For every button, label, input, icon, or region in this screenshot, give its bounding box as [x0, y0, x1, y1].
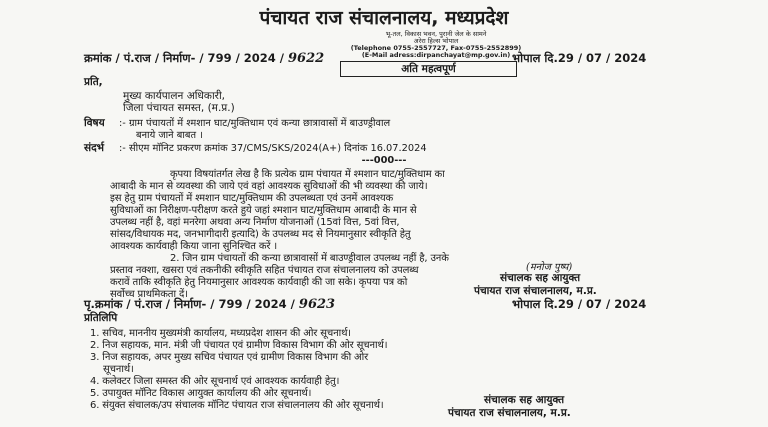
copy-item: 4. कलेक्टर जिला समस्त की ओर सूचनार्थ एवं आवश्यक कार्यवाही हेतु। — [90, 376, 340, 387]
to-label: प्रति, — [84, 76, 103, 88]
copy-item: सूचनार्थ। — [103, 364, 134, 375]
body-line: सुविधाओं का निरीक्षण-परीक्षण करते हुये जहां श्मशान घाट/मुक्तिधाम आबादी के मान से — [110, 205, 417, 216]
ref-prefix: क्रमांक / पं.राज / निर्माण- / 799 / 2024 / — [84, 51, 284, 65]
address-line-2: अरेरा हिल्स भोपाल — [413, 37, 459, 45]
office-title: पंचायत राज संचालनालय, मध्यप्रदेश — [259, 7, 509, 29]
body-line: आवश्यक कार्यवाही किया जाना सुनिश्चित करें । — [110, 241, 277, 252]
body-line: आबादी के मान से व्यवस्था की जाये एवं वहां आवश्यक सुविधाओं की भी व्यवस्था की जाये। — [110, 181, 428, 192]
copy-label: प्रतिलिपि — [84, 312, 118, 324]
address-line-1: भू-तल, विकास भवन, पुरानी जेल के सामने — [385, 30, 487, 38]
reference-label: संदर्भ — [84, 142, 105, 154]
addressee-line-2: जिला पंचायत समस्त, (म.प्र.) — [123, 102, 235, 114]
subject-line-2: बनाये जाने बाबत । — [136, 130, 203, 141]
copy-ref-handwritten-number: 9623 — [298, 297, 336, 312]
reference-text: :- सीएम मॉनिट प्रकरण क्रमांक 37/CMS/SKS/2024(A+) दिनांक 16.07.2024 — [119, 143, 427, 154]
ref-number — [84, 51, 324, 66]
copy-item: 2. निज सहायक, मान. मंत्री जी पंचायत एवं ग्रामीण विकास विभाग की ओर सूचनार्थ। — [90, 340, 388, 351]
body-line: 2. जिन ग्राम पंचायतों की कन्या छात्रावासों में बाउण्ड्रीवाल उपलब्ध नहीं है, उनके — [170, 253, 449, 264]
body-line: सांसद/विधायक मद, जनभागीदारी इत्यादि) के उपलब्ध मद से नियमानुसार स्वीकृति हेतु — [110, 229, 411, 240]
copy-ref-number — [84, 297, 335, 312]
signatory-designation: संचालक सह आयुक्त — [500, 272, 581, 284]
copy-ref-prefix: पृ.क्रमांक / पं.राज / निर्माण- / 799 / 2024 / — [84, 297, 295, 311]
telephone-line: (Telephone 0755-2557727, Fax-0755-2552899) — [350, 44, 522, 52]
body-line: सर्वोच्च प्राथमिकता दें। — [110, 289, 188, 300]
body-line: उपलब्ध नहीं है, वहां मनरेगा अथवा अन्य निर्माण योजनाओं (15वां वित्त, 5वां वित्त, — [110, 217, 400, 228]
urgent-label: अति महत्वपूर्ण — [340, 61, 517, 77]
ref-handwritten-number: 9622 — [288, 51, 325, 66]
copy-item: 6. संयुक्त संचालक/उप संचालक मॉनिट पंचायत राज संचालनालय की ओर सूचनार्थ। — [90, 400, 384, 411]
body-line: प्रस्ताव नक्शा, खसरा एवं तकनीकी स्वीकृति सहित पंचायत राज संचालनालय को उपलब्ध — [110, 265, 419, 276]
ref-place-date: भोपाल दि.29 / 07 / 2024 — [512, 51, 647, 65]
copy-item: 3. निज सहायक, अपर मुख्य सचिव पंचायत एवं ग्रामीण विकास विभाग की ओर — [90, 352, 369, 363]
body-line: कृपया विषयांतर्गत लेख है कि प्रत्येक ग्राम पंचायत में श्मशान घाट/मुक्तिधाम का — [170, 169, 445, 180]
subject-line-1: :- ग्राम पंचायतों में श्मशान घाट/मुक्तिधाम एवं कन्या छात्रावासों में बाउण्ड्रीवाल — [119, 118, 391, 129]
body-line: इस हेतु ग्राम पंचायतों में श्मशान घाट/मुक्तिधाम की उपलब्धता एवं उनमें आवश्यक — [110, 193, 394, 204]
body-line: करावें ताकि स्वीकृति हेतु नियमानुसार आवश्यक कार्यवाही की जा सके। कृपया पत्र को — [110, 277, 408, 288]
signatory-office: पंचायत राज संचालनालय, म.प्र. — [474, 285, 597, 297]
email-line: (E-Mail adress:dirpanchayat@mp.gov.in) — [361, 51, 511, 59]
copy-item: 5. उपायुक्त मॉनिट विकास आयुक्त कार्यालय की ओर सूचनार्थ। — [90, 388, 312, 399]
copy-signatory-office: पंचायत राज संचालनालय, म.प्र. — [448, 407, 571, 419]
subject-label: विषय — [84, 117, 105, 129]
copy-signatory-designation: संचालक सह आयुक्त — [484, 394, 565, 406]
separator: ---000--- — [361, 155, 407, 166]
copy-item: 1. सचिव, माननीय मुख्यमंत्री कार्यालय, मध्यप्रदेश शासन की ओर सूचनार्थ। — [90, 328, 351, 339]
signatory-name: (मनोज पुष्प) — [526, 262, 573, 273]
copy-ref-place-date: भोपाल दि.29 / 07 / 2024 — [512, 297, 647, 311]
addressee-line-1: मुख्य कार्यपालन अधिकारी, — [123, 90, 226, 102]
